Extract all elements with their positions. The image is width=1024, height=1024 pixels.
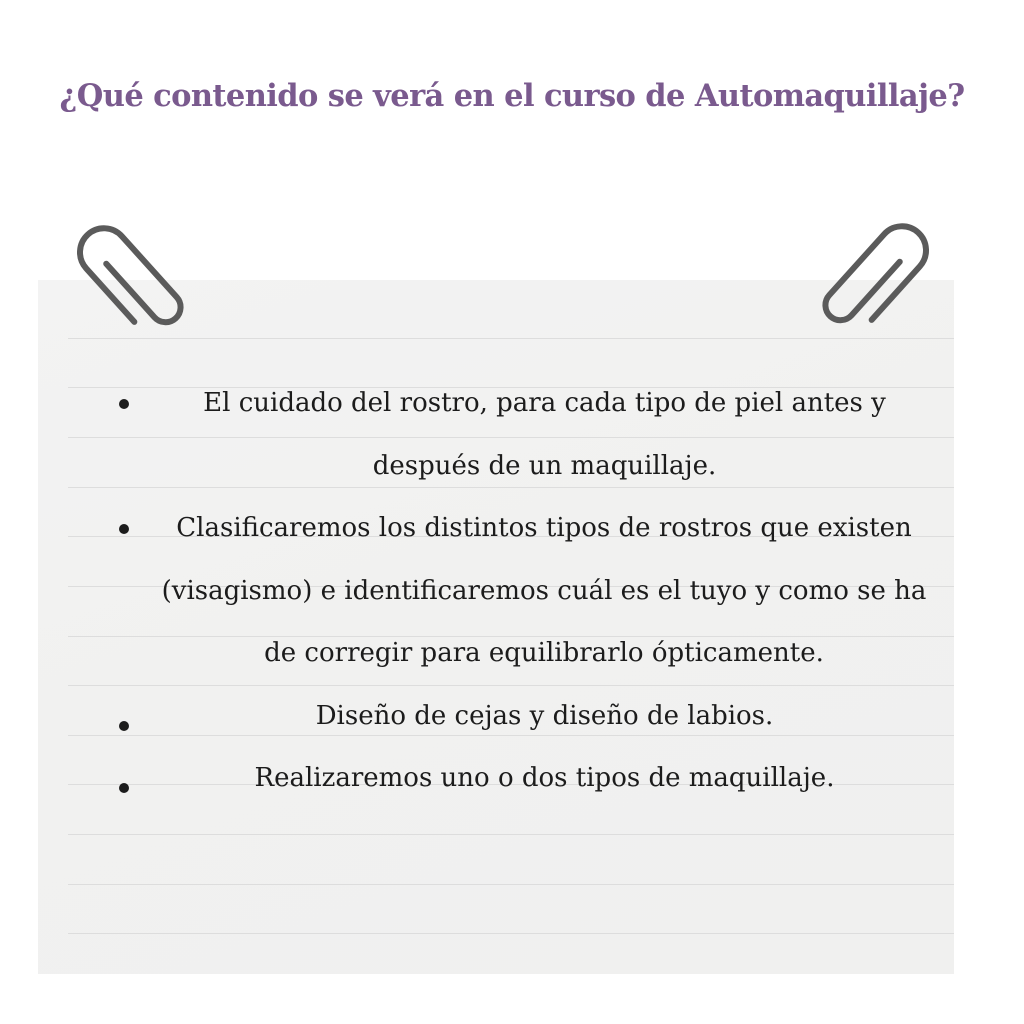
list-item-text: El cuidado del rostro, para cada tipo de piel antes y después de un maquillaje. — [203, 388, 886, 481]
list-item-text: Realizaremos uno o dos tipos de maquillaje. — [254, 763, 835, 793]
course-content-list — [0, 372, 1024, 810]
list-item-text: Diseño de cejas y diseño de labios. — [315, 700, 774, 731]
bullet-dot — [119, 524, 129, 534]
paperclip-left-icon — [68, 215, 198, 345]
paperclip-right-icon — [808, 213, 938, 343]
list-item — [0, 497, 1024, 685]
bullet-dot — [119, 783, 129, 793]
list-item — [0, 685, 1024, 748]
list-item-text: Clasificaremos los distintos tipos de rostros que existen (visagismo) e identificaremos cuál es el tuyo y como se ha de corregir para equilibrarlo ópticamente. — [161, 513, 927, 668]
paper-rule-line — [68, 834, 954, 835]
list-item — [0, 747, 1024, 810]
list-item — [0, 372, 1024, 497]
page-title: ¿Qué contenido se verá en el curso de Automaquillaje? — [59, 78, 965, 114]
bullet-dot — [119, 399, 129, 409]
bullet-dot — [119, 721, 129, 731]
paper-rule-line — [68, 933, 954, 934]
paper-rule-line — [68, 884, 954, 885]
